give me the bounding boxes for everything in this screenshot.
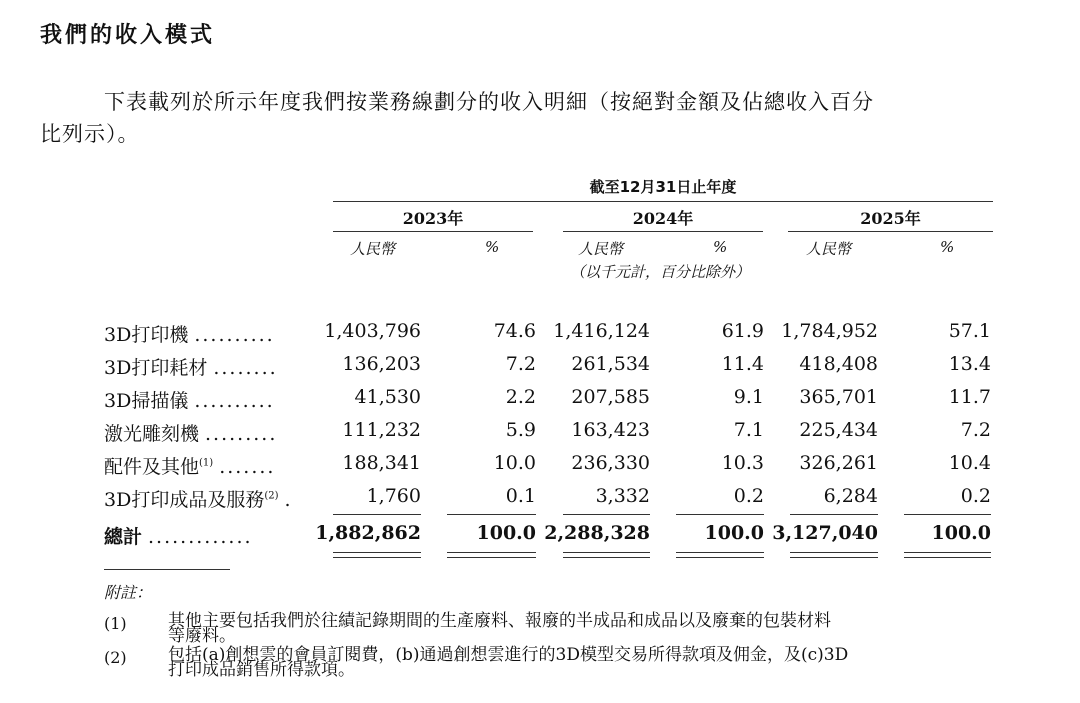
total-row-value-3: 100.0 xyxy=(704,522,764,544)
row-5-value-4: 326,261 xyxy=(799,452,878,474)
row-1-value-4: 1,784,952 xyxy=(781,320,878,342)
row-2-value-0: 136,203 xyxy=(342,353,421,375)
row-5-value-1: 10.0 xyxy=(493,452,536,474)
row-2-label xyxy=(104,353,278,380)
row-2-leader-dots: ........ xyxy=(213,357,278,379)
subtotal-rule-3 xyxy=(676,514,764,515)
subtotal-rule-1 xyxy=(447,514,536,515)
row-4-value-5: 7.2 xyxy=(960,419,991,441)
row-6-label-text: 3D打印成品及服務 xyxy=(104,489,265,511)
row-3-value-0: 41,530 xyxy=(354,386,421,408)
unit-pct-2025: % xyxy=(940,238,955,256)
unit-pct-2024: % xyxy=(713,238,728,256)
row-3-value-2: 207,585 xyxy=(571,386,650,408)
row-4-value-0: 111,232 xyxy=(342,419,421,441)
unit-rmb-2024: 人民幣 xyxy=(578,240,624,258)
row-1-value-1: 74.6 xyxy=(493,320,536,342)
header-rule xyxy=(333,201,993,202)
unit-pct-2023: % xyxy=(485,238,500,256)
row-6-value-3: 0.2 xyxy=(733,485,764,507)
unit-rmb-2023: 人民幣 xyxy=(350,240,396,258)
row-5-label-text: 配件及其他 xyxy=(104,456,200,478)
row-1-value-5: 57.1 xyxy=(948,320,991,342)
row-5-value-0: 188,341 xyxy=(342,452,421,474)
row-5-footnote-ref: (1) xyxy=(199,457,214,469)
row-1-value-2: 1,416,124 xyxy=(553,320,650,342)
footnote-1-mark: (1) xyxy=(104,614,127,633)
row-4-value-2: 163,423 xyxy=(571,419,650,441)
total-row-value-4: 3,127,040 xyxy=(772,522,878,544)
year-2025: 2025年 xyxy=(860,209,921,228)
row-2-label-text: 3D打印耗材 xyxy=(104,357,208,379)
row-3-value-1: 2.2 xyxy=(505,386,536,408)
row-5-label xyxy=(104,452,275,479)
row-2-value-1: 7.2 xyxy=(505,353,536,375)
total-double-rule-2 xyxy=(563,552,650,558)
footnote-2-line-1: 包括(a)創想雲的會員訂閱費，(b)通過創想雲進行的3D模型交易所得款項及佣金，及(c)3D xyxy=(168,645,849,665)
row-5-value-2: 236,330 xyxy=(571,452,650,474)
row-3-label xyxy=(104,386,275,413)
row-3-label-text: 3D掃描儀 xyxy=(104,390,189,412)
row-1-value-3: 61.9 xyxy=(721,320,764,342)
row-3-leader-dots: .......... xyxy=(194,390,275,412)
footnote-2-mark: (2) xyxy=(104,648,127,667)
row-2-value-2: 261,534 xyxy=(571,353,650,375)
row-6-value-1: 0.1 xyxy=(505,485,536,507)
row-4-leader-dots: ......... xyxy=(205,423,278,445)
year-rule-2025 xyxy=(788,231,993,232)
year-2023: 2023年 xyxy=(402,209,464,228)
row-4-value-1: 5.9 xyxy=(505,419,536,441)
year-rule-2023 xyxy=(333,231,533,232)
row-6-footnote-ref: (2) xyxy=(264,490,279,502)
total-row-value-1: 100.0 xyxy=(476,522,536,544)
section-heading: 我們的收入模式 xyxy=(40,23,216,48)
intro-line-2: 比列示）。 xyxy=(40,122,140,146)
total-row-label xyxy=(104,522,253,549)
footnote-1-line-2: 等廢料。 xyxy=(168,626,236,646)
total-row-label-text: 總計 xyxy=(104,526,143,548)
row-4-label xyxy=(104,419,277,446)
total-row-value-2: 2,288,328 xyxy=(544,522,650,544)
row-6-value-2: 3,332 xyxy=(595,485,650,507)
row-3-value-4: 365,701 xyxy=(799,386,878,408)
total-row-leader-dots: ............. xyxy=(148,526,253,548)
row-1-value-0: 1,403,796 xyxy=(324,320,421,342)
row-4-value-4: 225,434 xyxy=(799,419,878,441)
total-row-value-0: 1,882,862 xyxy=(315,522,421,544)
notes-rule xyxy=(104,569,230,570)
row-4-label-text: 激光雕刻機 xyxy=(104,423,200,445)
unit-note: （以千元計，百分比除外） xyxy=(570,263,751,281)
subtotal-rule-2 xyxy=(563,514,650,515)
row-2-value-4: 418,408 xyxy=(799,353,878,375)
subtotal-rule-5 xyxy=(904,514,991,515)
row-2-value-5: 13.4 xyxy=(948,353,991,375)
total-double-rule-0 xyxy=(333,552,421,558)
row-1-label-text: 3D打印機 xyxy=(104,324,189,346)
intro-line-1: 下表載列於所示年度我們按業務線劃分的收入明細（按絕對金額及佔總收入百分 xyxy=(104,90,874,114)
row-5-value-5: 10.4 xyxy=(948,452,991,474)
row-1-label xyxy=(104,320,275,347)
unit-rmb-2025: 人民幣 xyxy=(806,240,852,258)
year-2024: 2024年 xyxy=(632,209,694,228)
subtotal-rule-4 xyxy=(790,514,878,515)
total-double-rule-4 xyxy=(790,552,878,558)
year-rule-2024 xyxy=(563,231,763,232)
total-double-rule-1 xyxy=(447,552,536,558)
row-5-value-3: 10.3 xyxy=(721,452,764,474)
footnote-1-line-1: 其他主要包括我們於往績記錄期間的生產廢料、報廢的半成品和成品以及廢棄的包裝材料 xyxy=(168,611,831,631)
total-row-value-5: 100.0 xyxy=(931,522,991,544)
footnote-2-line-2: 打印成品銷售所得款項。 xyxy=(168,660,355,680)
row-1-leader-dots: .......... xyxy=(194,324,275,346)
row-6-value-4: 6,284 xyxy=(823,485,878,507)
subtotal-rule-0 xyxy=(333,514,421,515)
notes-title: 附註： xyxy=(104,583,153,602)
row-3-value-3: 9.1 xyxy=(733,386,764,408)
row-5-leader-dots: ....... xyxy=(219,456,276,478)
row-2-value-3: 11.4 xyxy=(721,353,764,375)
row-6-value-5: 0.2 xyxy=(960,485,991,507)
row-3-value-5: 11.7 xyxy=(948,386,991,408)
row-6-value-0: 1,760 xyxy=(366,485,421,507)
row-6-leader-dots: . xyxy=(284,489,293,511)
total-double-rule-5 xyxy=(904,552,991,558)
period-header: 截至12月31日止年度 xyxy=(589,178,737,196)
row-6-label xyxy=(104,485,293,512)
row-4-value-3: 7.1 xyxy=(733,419,764,441)
total-double-rule-3 xyxy=(676,552,764,558)
